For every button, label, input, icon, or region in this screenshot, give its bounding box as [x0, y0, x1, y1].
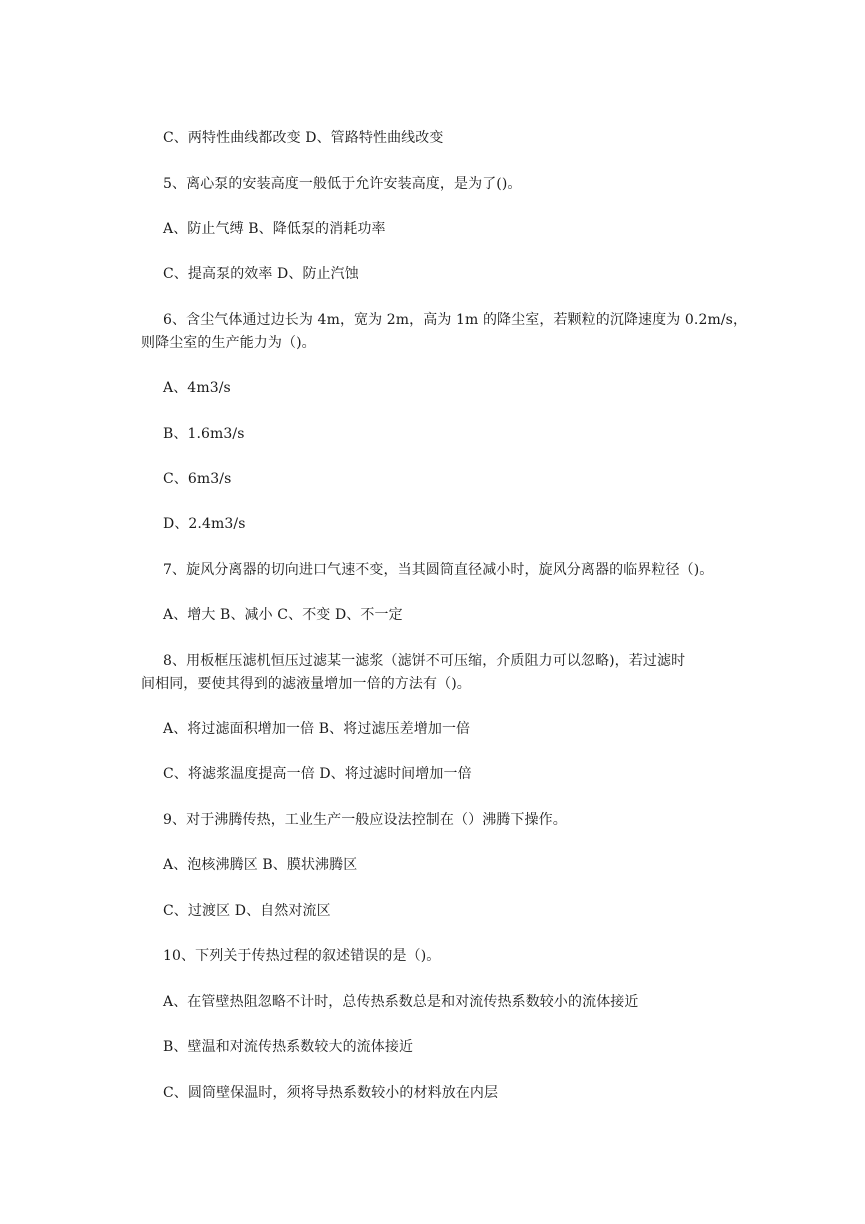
option-q6-a: A、4m3/s [163, 380, 231, 396]
question-9: 9、对于沸腾传热，工业生产一般应设法控制在（）沸腾下操作。 [163, 812, 567, 828]
option-line-q9-cd: C、过渡区 D、自然对流区 [163, 903, 331, 919]
option-line-q4-cd: C、两特性曲线都改变 D、管路特性曲线改变 [163, 130, 444, 146]
option-q6-c: C、6m3/s [163, 471, 232, 487]
option-line-q9-ab: A、泡核沸腾区 B、膜状沸腾区 [163, 857, 358, 873]
option-line-q8-cd: C、将滤浆温度提高一倍 D、将过滤时间增加一倍 [163, 766, 472, 782]
option-line-q7: A、增大 B、减小 C、不变 D、不一定 [163, 607, 403, 623]
option-q10-a: A、在管壁热阻忽略不计时，总传热系数总是和对流传热系数较小的流体接近 [163, 994, 639, 1010]
option-line-q8-ab: A、将过滤面积增加一倍 B、将过滤压差增加一倍 [163, 721, 471, 737]
option-q10-b: B、壁温和对流传热系数较大的流体接近 [163, 1039, 414, 1055]
option-q10-c: C、圆筒壁保温时，须将导热系数较小的材料放在内层 [163, 1085, 499, 1101]
option-line-q5-cd: C、提高泵的效率 D、防止汽蚀 [163, 266, 359, 282]
option-q6-d: D、2.4m3/s [163, 516, 246, 532]
option-q6-b: B、1.6m3/s [163, 426, 245, 442]
option-line-q5-ab: A、防止气缚 B、降低泵的消耗功率 [163, 221, 386, 237]
question-6-line-1: 6、含尘气体通过边长为 4m，宽为 2m，高为 1m 的降尘室，若颗粒的沉降速度为 0.2m/s， [163, 312, 748, 328]
question-8-line-2: 间相同，要使其得到的滤液量增加一倍的方法有（)。 [141, 676, 471, 692]
question-5: 5、离心泵的安装高度一般低于允许安装高度，是为了()。 [163, 176, 522, 192]
question-10: 10、下列关于传热过程的叙述错误的是（)。 [163, 948, 441, 964]
question-6-line-2: 则降尘室的生产能力为（)。 [141, 335, 316, 351]
question-7: 7、旋风分离器的切向进口气速不变，当其圆筒直径减小时，旋风分离器的临界粒径（)。 [163, 562, 714, 578]
question-8-line-1: 8、用板框压滤机恒压过滤某一滤浆（滤饼不可压缩，介质阻力可以忽略)，若过滤时 [163, 653, 686, 669]
